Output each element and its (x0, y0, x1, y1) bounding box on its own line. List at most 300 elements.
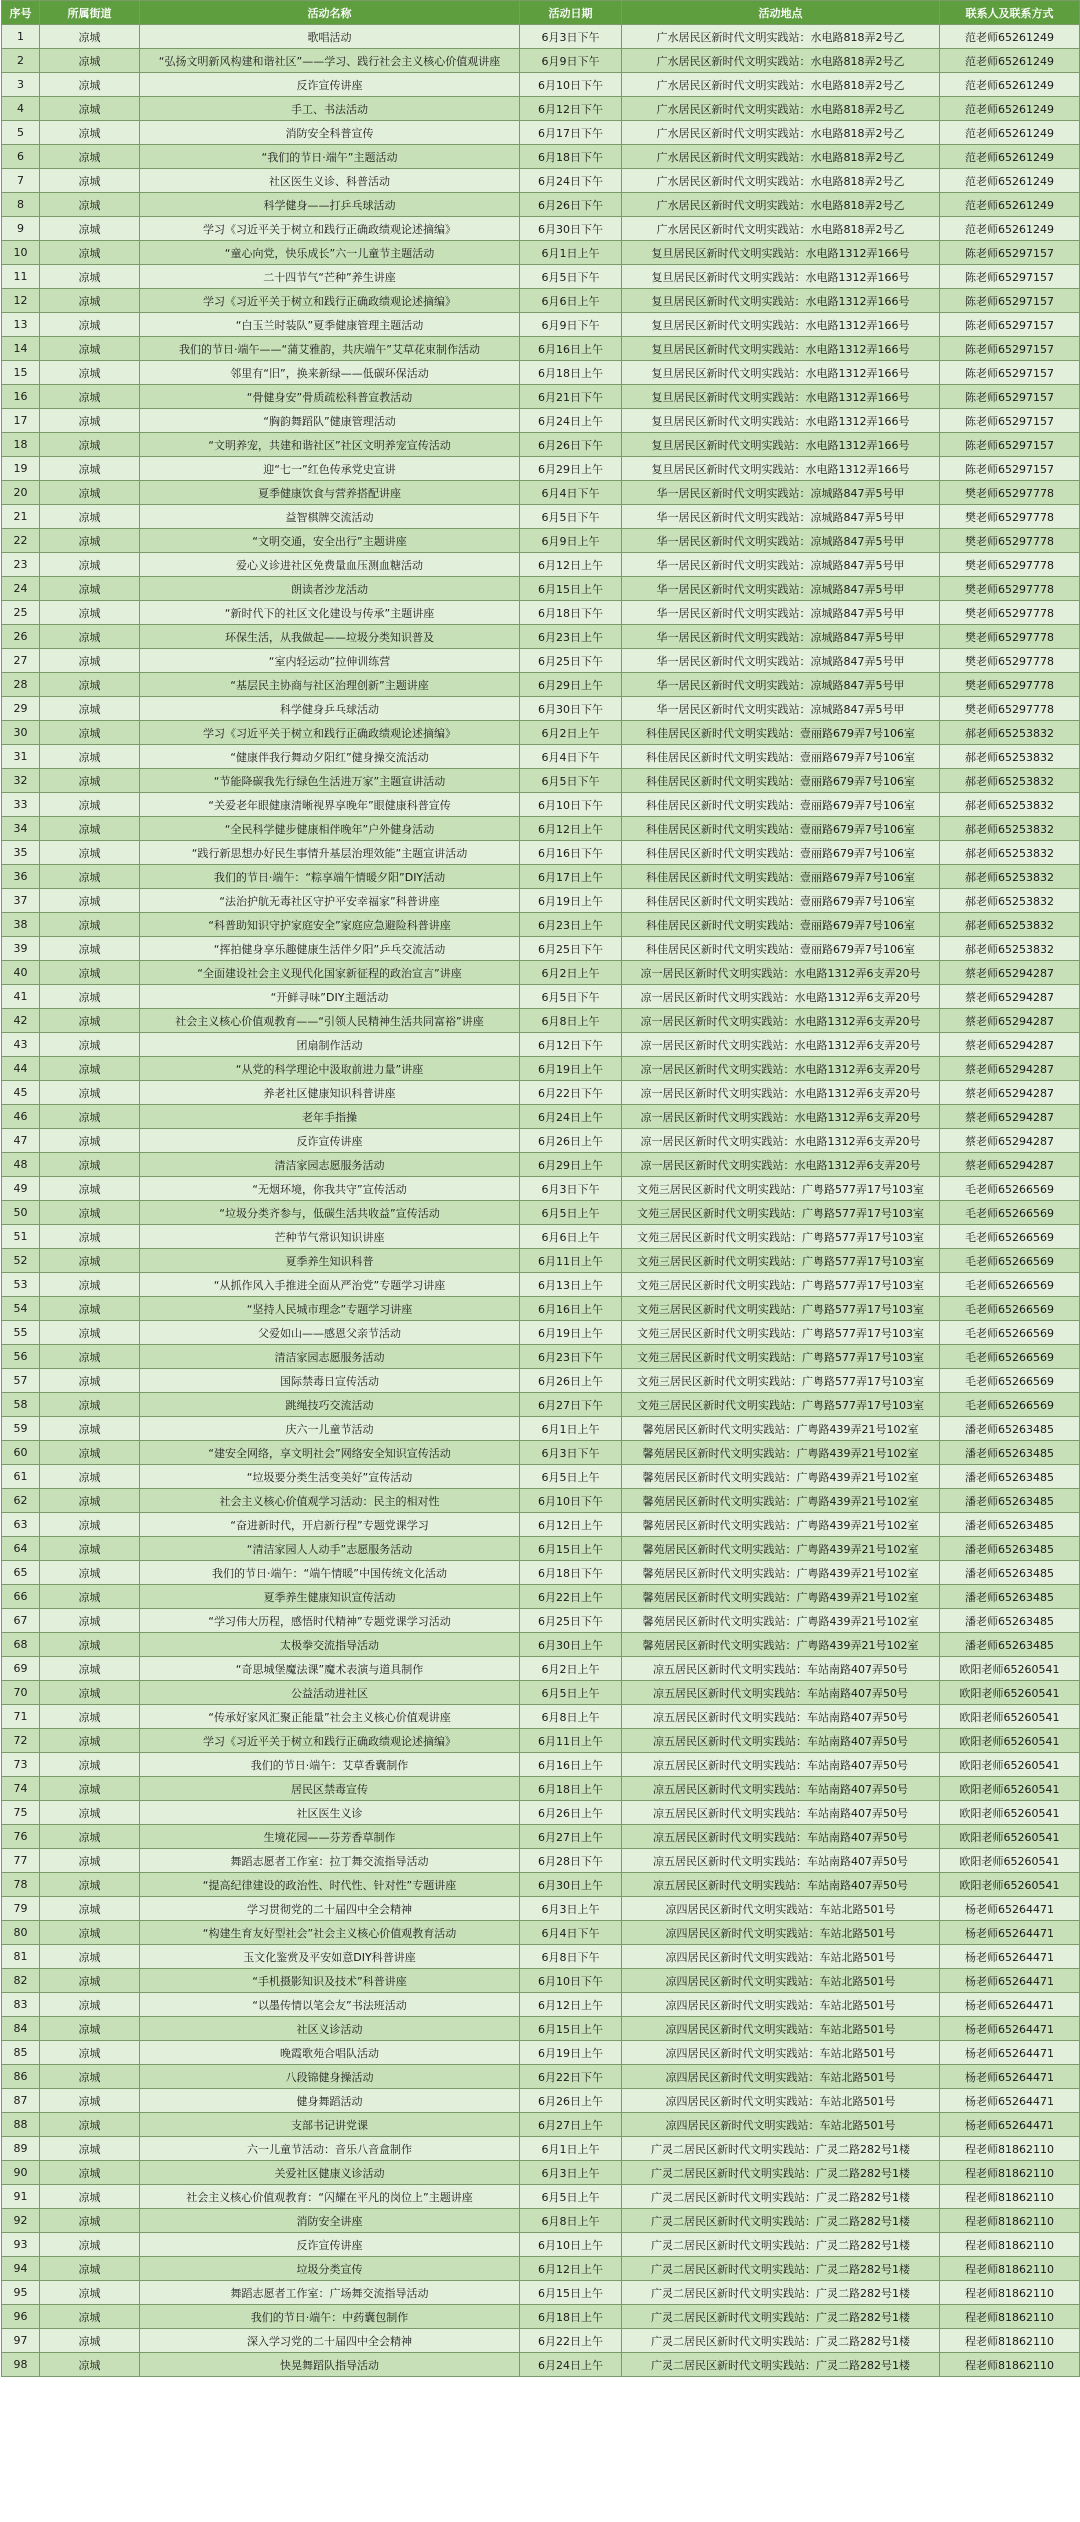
cell-activity-name: 舞蹈志愿者工作室：广场舞交流指导活动 (140, 2281, 520, 2305)
header-row (2, 1, 1080, 25)
cell-street: 凉城 (40, 913, 140, 937)
cell-contact: 郝老师65253832 (940, 793, 1080, 817)
cell-activity-name: 老年手指操 (140, 1105, 520, 1129)
cell-serial: 19 (2, 457, 40, 481)
cell-activity-date: 6月18日上午 (520, 1777, 622, 1801)
cell-activity-name: “胸韵舞蹈队”健康管理活动 (140, 409, 520, 433)
cell-activity-location: 复旦居民区新时代文明实践站：水电路1312弄166号 (622, 265, 940, 289)
cell-serial: 45 (2, 1081, 40, 1105)
cell-contact: 欧阳老师65260541 (940, 1873, 1080, 1897)
cell-serial: 49 (2, 1177, 40, 1201)
cell-activity-name: 舞蹈志愿者工作室：拉丁舞交流指导活动 (140, 1849, 520, 1873)
table-row (2, 1705, 1080, 1729)
cell-activity-location: 凉五居民区新时代文明实践站：车站南路407弄50号 (622, 1873, 940, 1897)
cell-activity-location: 广灵二居民区新时代文明实践站：广灵二路282号1楼 (622, 2353, 940, 2377)
cell-activity-location: 凉五居民区新时代文明实践站：车站南路407弄50号 (622, 1801, 940, 1825)
cell-serial: 18 (2, 433, 40, 457)
cell-activity-location: 科佳居民区新时代文明实践站：壹丽路679弄7号106室 (622, 769, 940, 793)
cell-serial: 68 (2, 1633, 40, 1657)
cell-contact: 陈老师65297157 (940, 361, 1080, 385)
cell-activity-date: 6月1日上午 (520, 1417, 622, 1441)
cell-activity-location: 华一居民区新时代文明实践站：凉城路847弄5号甲 (622, 529, 940, 553)
cell-contact: 蔡老师65294287 (940, 1033, 1080, 1057)
table-row (2, 553, 1080, 577)
cell-contact: 樊老师65297778 (940, 649, 1080, 673)
cell-street: 凉城 (40, 1801, 140, 1825)
cell-street: 凉城 (40, 2161, 140, 2185)
cell-activity-name: “手机摄影知识及技术”科普讲座 (140, 1969, 520, 1993)
cell-activity-date: 6月27日上午 (520, 2113, 622, 2137)
cell-contact: 范老师65261249 (940, 169, 1080, 193)
cell-activity-date: 6月26日上午 (520, 1129, 622, 1153)
cell-activity-location: 广水居民区新时代文明实践站：水电路818弄2号乙 (622, 97, 940, 121)
cell-serial: 5 (2, 121, 40, 145)
cell-activity-location: 凉四居民区新时代文明实践站：车站北路501号 (622, 1897, 940, 1921)
table-row (2, 505, 1080, 529)
table-row (2, 2329, 1080, 2353)
cell-street: 凉城 (40, 409, 140, 433)
cell-serial: 93 (2, 2233, 40, 2257)
cell-street: 凉城 (40, 2329, 140, 2353)
cell-street: 凉城 (40, 2089, 140, 2113)
cell-serial: 35 (2, 841, 40, 865)
cell-activity-date: 6月15日上午 (520, 577, 622, 601)
cell-activity-location: 科佳居民区新时代文明实践站：壹丽路679弄7号106室 (622, 793, 940, 817)
cell-contact: 蔡老师65294287 (940, 1009, 1080, 1033)
cell-activity-location: 广灵二居民区新时代文明实践站：广灵二路282号1楼 (622, 2209, 940, 2233)
table-row (2, 937, 1080, 961)
cell-activity-date: 6月18日上午 (520, 361, 622, 385)
cell-street: 凉城 (40, 1441, 140, 1465)
cell-activity-location: 广灵二居民区新时代文明实践站：广灵二路282号1楼 (622, 2233, 940, 2257)
cell-activity-name: 学习贯彻党的二十届四中全会精神 (140, 1897, 520, 1921)
cell-street: 凉城 (40, 1633, 140, 1657)
cell-serial: 79 (2, 1897, 40, 1921)
cell-activity-date: 6月16日上午 (520, 1753, 622, 1777)
cell-serial: 74 (2, 1777, 40, 1801)
table-row (2, 1825, 1080, 1849)
cell-contact: 欧阳老师65260541 (940, 1777, 1080, 1801)
cell-activity-name: “提高纪律建设的政治性、时代性、针对性”专题讲座 (140, 1873, 520, 1897)
cell-activity-name: “文明交通，安全出行”主题讲座 (140, 529, 520, 553)
cell-street: 凉城 (40, 1705, 140, 1729)
cell-activity-location: 凉四居民区新时代文明实践站：车站北路501号 (622, 1993, 940, 2017)
cell-activity-location: 凉四居民区新时代文明实践站：车站北路501号 (622, 1945, 940, 1969)
cell-activity-date: 6月23日下午 (520, 1345, 622, 1369)
table-row (2, 1201, 1080, 1225)
cell-activity-name: “科普助知识守护家庭安全”家庭应急避险科普讲座 (140, 913, 520, 937)
cell-activity-date: 6月15日上午 (520, 2017, 622, 2041)
cell-serial: 81 (2, 1945, 40, 1969)
cell-activity-location: 文苑三居民区新时代文明实践站：广粤路577弄17号103室 (622, 1393, 940, 1417)
cell-activity-date: 6月22日上午 (520, 1585, 622, 1609)
cell-activity-date: 6月19日上午 (520, 889, 622, 913)
cell-activity-name: 消防安全科普宣传 (140, 121, 520, 145)
cell-activity-date: 6月17日下午 (520, 121, 622, 145)
cell-activity-location: 广水居民区新时代文明实践站：水电路818弄2号乙 (622, 169, 940, 193)
cell-contact: 潘老师65263485 (940, 1513, 1080, 1537)
cell-activity-location: 馨苑居民区新时代文明实践站：广粤路439弄21号102室 (622, 1609, 940, 1633)
cell-activity-name: “室内轻运动”拉伸训练营 (140, 649, 520, 673)
cell-activity-name: 社会主义核心价值观学习活动：民主的相对性 (140, 1489, 520, 1513)
cell-contact: 杨老师65264471 (940, 2017, 1080, 2041)
cell-activity-name: 益智棋牌交流活动 (140, 505, 520, 529)
cell-contact: 樊老师65297778 (940, 697, 1080, 721)
table-row (2, 2113, 1080, 2137)
cell-activity-name: “我们的节日·端午”主题活动 (140, 145, 520, 169)
table-row (2, 481, 1080, 505)
cell-activity-location: 华一居民区新时代文明实践站：凉城路847弄5号甲 (622, 673, 940, 697)
cell-activity-location: 广水居民区新时代文明实践站：水电路818弄2号乙 (622, 25, 940, 49)
table-row (2, 1249, 1080, 1273)
table-row (2, 745, 1080, 769)
cell-contact: 杨老师65264471 (940, 1993, 1080, 2017)
cell-activity-date: 6月4日下午 (520, 481, 622, 505)
cell-activity-name: 迎“七一”红色传承党史宣讲 (140, 457, 520, 481)
cell-serial: 98 (2, 2353, 40, 2377)
cell-activity-date: 6月10日下午 (520, 793, 622, 817)
table-row (2, 2257, 1080, 2281)
cell-contact: 杨老师65264471 (940, 2089, 1080, 2113)
cell-serial: 40 (2, 961, 40, 985)
cell-contact: 陈老师65297157 (940, 457, 1080, 481)
cell-street: 凉城 (40, 1249, 140, 1273)
activity-table (1, 0, 1080, 2377)
cell-street: 凉城 (40, 529, 140, 553)
cell-activity-location: 文苑三居民区新时代文明实践站：广粤路577弄17号103室 (622, 1321, 940, 1345)
cell-street: 凉城 (40, 2281, 140, 2305)
cell-activity-location: 文苑三居民区新时代文明实践站：广粤路577弄17号103室 (622, 1177, 940, 1201)
table-row (2, 1537, 1080, 1561)
cell-contact: 蔡老师65294287 (940, 1105, 1080, 1129)
cell-activity-name: 玉文化鉴赏及平安如意DIY科普讲座 (140, 1945, 520, 1969)
cell-street: 凉城 (40, 1753, 140, 1777)
table-row (2, 313, 1080, 337)
cell-activity-date: 6月25日下午 (520, 937, 622, 961)
cell-activity-location: 文苑三居民区新时代文明实践站：广粤路577弄17号103室 (622, 1369, 940, 1393)
cell-activity-date: 6月12日上午 (520, 1513, 622, 1537)
cell-activity-location: 凉一居民区新时代文明实践站：水电路1312弄6支弄20号 (622, 1033, 940, 1057)
cell-serial: 60 (2, 1441, 40, 1465)
cell-activity-name: 学习《习近平关于树立和践行正确政绩观论述摘编》 (140, 217, 520, 241)
table-row (2, 841, 1080, 865)
cell-contact: 范老师65261249 (940, 97, 1080, 121)
cell-contact: 郝老师65253832 (940, 889, 1080, 913)
cell-activity-location: 复旦居民区新时代文明实践站：水电路1312弄166号 (622, 409, 940, 433)
cell-activity-location: 文苑三居民区新时代文明实践站：广粤路577弄17号103室 (622, 1273, 940, 1297)
cell-activity-name: 夏季健康饮食与营养搭配讲座 (140, 481, 520, 505)
cell-contact: 潘老师65263485 (940, 1417, 1080, 1441)
table-row (2, 385, 1080, 409)
cell-street: 凉城 (40, 1585, 140, 1609)
cell-contact: 欧阳老师65260541 (940, 1657, 1080, 1681)
cell-serial: 9 (2, 217, 40, 241)
cell-serial: 66 (2, 1585, 40, 1609)
cell-contact: 潘老师65263485 (940, 1561, 1080, 1585)
cell-activity-location: 凉五居民区新时代文明实践站：车站南路407弄50号 (622, 1825, 940, 1849)
cell-contact: 范老师65261249 (940, 193, 1080, 217)
table-row (2, 1609, 1080, 1633)
cell-contact: 陈老师65297157 (940, 313, 1080, 337)
cell-activity-name: “建安全网络，享文明社会”网络安全知识宣传活动 (140, 1441, 520, 1465)
cell-activity-location: 凉五居民区新时代文明实践站：车站南路407弄50号 (622, 1849, 940, 1873)
cell-activity-date: 6月2日上午 (520, 721, 622, 745)
cell-activity-date: 6月23日上午 (520, 625, 622, 649)
cell-activity-date: 6月5日上午 (520, 1681, 622, 1705)
cell-street: 凉城 (40, 1993, 140, 2017)
cell-activity-date: 6月18日下午 (520, 1561, 622, 1585)
cell-serial: 84 (2, 2017, 40, 2041)
cell-street: 凉城 (40, 889, 140, 913)
cell-activity-location: 凉五居民区新时代文明实践站：车站南路407弄50号 (622, 1729, 940, 1753)
cell-street: 凉城 (40, 1921, 140, 1945)
cell-serial: 20 (2, 481, 40, 505)
cell-activity-date: 6月12日上午 (520, 1993, 622, 2017)
cell-activity-name: 快晃舞蹈队指导活动 (140, 2353, 520, 2377)
cell-street: 凉城 (40, 49, 140, 73)
cell-activity-location: 凉五居民区新时代文明实践站：车站南路407弄50号 (622, 1657, 940, 1681)
cell-contact: 郝老师65253832 (940, 841, 1080, 865)
cell-serial: 13 (2, 313, 40, 337)
cell-activity-date: 6月26日上午 (520, 1801, 622, 1825)
cell-street: 凉城 (40, 1417, 140, 1441)
cell-street: 凉城 (40, 1513, 140, 1537)
cell-activity-date: 6月22日下午 (520, 1081, 622, 1105)
cell-serial: 73 (2, 1753, 40, 1777)
cell-activity-date: 6月8日上午 (520, 1705, 622, 1729)
cell-activity-date: 6月3日下午 (520, 1177, 622, 1201)
cell-contact: 欧阳老师65260541 (940, 1705, 1080, 1729)
table-row (2, 1177, 1080, 1201)
cell-activity-location: 凉四居民区新时代文明实践站：车站北路501号 (622, 2113, 940, 2137)
cell-activity-location: 凉四居民区新时代文明实践站：车站北路501号 (622, 2041, 940, 2065)
cell-street: 凉城 (40, 1105, 140, 1129)
table-row (2, 121, 1080, 145)
cell-activity-name: 社会主义核心价值观教育：“闪耀在平凡的岗位上”主题讲座 (140, 2185, 520, 2209)
cell-street: 凉城 (40, 841, 140, 865)
table-row (2, 73, 1080, 97)
table-row (2, 1969, 1080, 1993)
table-row (2, 1801, 1080, 1825)
cell-contact: 范老师65261249 (940, 49, 1080, 73)
cell-serial: 88 (2, 2113, 40, 2137)
cell-contact: 陈老师65297157 (940, 337, 1080, 361)
cell-contact: 欧阳老师65260541 (940, 1825, 1080, 1849)
cell-activity-location: 馨苑居民区新时代文明实践站：广粤路439弄21号102室 (622, 1441, 940, 1465)
cell-street: 凉城 (40, 745, 140, 769)
cell-street: 凉城 (40, 1489, 140, 1513)
cell-activity-location: 复旦居民区新时代文明实践站：水电路1312弄166号 (622, 337, 940, 361)
cell-contact: 蔡老师65294287 (940, 985, 1080, 1009)
cell-activity-name: “奋进新时代，开启新行程”专题党课学习 (140, 1513, 520, 1537)
cell-serial: 15 (2, 361, 40, 385)
table-row (2, 49, 1080, 73)
table-row (2, 2089, 1080, 2113)
cell-street: 凉城 (40, 169, 140, 193)
cell-contact: 毛老师65266569 (940, 1225, 1080, 1249)
table-row (2, 1369, 1080, 1393)
cell-activity-name: 我们的节日·端午——“蒲艾雅韵，共庆端午”艾草花束制作活动 (140, 337, 520, 361)
cell-contact: 樊老师65297778 (940, 529, 1080, 553)
cell-serial: 65 (2, 1561, 40, 1585)
cell-street: 凉城 (40, 1849, 140, 1873)
cell-activity-location: 馨苑居民区新时代文明实践站：广粤路439弄21号102室 (622, 1489, 940, 1513)
cell-contact: 樊老师65297778 (940, 625, 1080, 649)
cell-activity-name: 健身舞蹈活动 (140, 2089, 520, 2113)
cell-activity-name: “践行新思想办好民生事情升基层治理效能”主题宣讲活动 (140, 841, 520, 865)
cell-street: 凉城 (40, 2017, 140, 2041)
cell-activity-date: 6月24日上午 (520, 2353, 622, 2377)
cell-contact: 欧阳老师65260541 (940, 1849, 1080, 1873)
cell-activity-location: 凉一居民区新时代文明实践站：水电路1312弄6支弄20号 (622, 1057, 940, 1081)
cell-street: 凉城 (40, 1081, 140, 1105)
cell-street: 凉城 (40, 97, 140, 121)
cell-street: 凉城 (40, 1297, 140, 1321)
cell-activity-date: 6月11日上午 (520, 1249, 622, 1273)
cell-serial: 87 (2, 2089, 40, 2113)
cell-street: 凉城 (40, 601, 140, 625)
cell-activity-location: 广灵二居民区新时代文明实践站：广灵二路282号1楼 (622, 2257, 940, 2281)
header-street: 所属街道 (40, 1, 140, 25)
cell-street: 凉城 (40, 1369, 140, 1393)
cell-serial: 32 (2, 769, 40, 793)
table-row (2, 2305, 1080, 2329)
table-header (2, 1, 1080, 25)
cell-contact: 杨老师65264471 (940, 1945, 1080, 1969)
cell-street: 凉城 (40, 1009, 140, 1033)
table-row (2, 913, 1080, 937)
cell-contact: 范老师65261249 (940, 73, 1080, 97)
cell-street: 凉城 (40, 1897, 140, 1921)
cell-street: 凉城 (40, 505, 140, 529)
cell-serial: 75 (2, 1801, 40, 1825)
cell-serial: 69 (2, 1657, 40, 1681)
cell-serial: 25 (2, 601, 40, 625)
cell-activity-date: 6月1日上午 (520, 241, 622, 265)
cell-street: 凉城 (40, 1657, 140, 1681)
cell-activity-location: 华一居民区新时代文明实践站：凉城路847弄5号甲 (622, 577, 940, 601)
cell-contact: 毛老师65266569 (940, 1393, 1080, 1417)
cell-serial: 38 (2, 913, 40, 937)
cell-activity-location: 广灵二居民区新时代文明实践站：广灵二路282号1楼 (622, 2281, 940, 2305)
cell-contact: 潘老师65263485 (940, 1609, 1080, 1633)
cell-activity-name: “垃圾分类齐参与，低碳生活共收益”宣传活动 (140, 1201, 520, 1225)
table-row (2, 961, 1080, 985)
cell-contact: 范老师65261249 (940, 121, 1080, 145)
cell-serial: 70 (2, 1681, 40, 1705)
cell-serial: 86 (2, 2065, 40, 2089)
cell-activity-date: 6月18日下午 (520, 601, 622, 625)
cell-activity-name: “传承好家风汇聚正能量”社会主义核心价值观讲座 (140, 1705, 520, 1729)
cell-activity-location: 凉五居民区新时代文明实践站：车站南路407弄50号 (622, 1681, 940, 1705)
cell-contact: 蔡老师65294287 (940, 1081, 1080, 1105)
cell-street: 凉城 (40, 1561, 140, 1585)
cell-activity-date: 6月4日下午 (520, 1921, 622, 1945)
cell-activity-date: 6月1日上午 (520, 2137, 622, 2161)
cell-activity-name: 反诈宣传讲座 (140, 73, 520, 97)
cell-activity-location: 凉四居民区新时代文明实践站：车站北路501号 (622, 1921, 940, 1945)
cell-contact: 陈老师65297157 (940, 385, 1080, 409)
header-activity-location: 活动地点 (622, 1, 940, 25)
cell-contact: 程老师81862110 (940, 2233, 1080, 2257)
table-row (2, 1633, 1080, 1657)
table-row (2, 1153, 1080, 1177)
cell-serial: 78 (2, 1873, 40, 1897)
cell-serial: 16 (2, 385, 40, 409)
cell-activity-date: 6月10日上午 (520, 2233, 622, 2257)
cell-activity-name: 八段锦健身操活动 (140, 2065, 520, 2089)
cell-activity-name: 我们的节日·端午：“端午情暖”中国传统文化活动 (140, 1561, 520, 1585)
cell-activity-date: 6月17日上午 (520, 865, 622, 889)
cell-street: 凉城 (40, 1057, 140, 1081)
cell-serial: 54 (2, 1297, 40, 1321)
cell-activity-name: 生境花园——芬芳香草制作 (140, 1825, 520, 1849)
cell-contact: 潘老师65263485 (940, 1465, 1080, 1489)
cell-activity-date: 6月30日下午 (520, 697, 622, 721)
cell-contact: 郝老师65253832 (940, 913, 1080, 937)
table-row (2, 2185, 1080, 2209)
cell-contact: 欧阳老师65260541 (940, 1729, 1080, 1753)
cell-activity-name: “文明养宠，共建和谐社区”社区文明养宠宣传活动 (140, 433, 520, 457)
cell-street: 凉城 (40, 2353, 140, 2377)
cell-street: 凉城 (40, 481, 140, 505)
table-row (2, 2161, 1080, 2185)
cell-activity-date: 6月25日下午 (520, 1609, 622, 1633)
cell-activity-name: “从抓作风入手推进全面从严治党”专题学习讲座 (140, 1273, 520, 1297)
cell-street: 凉城 (40, 385, 140, 409)
cell-activity-date: 6月16日下午 (520, 841, 622, 865)
cell-serial: 50 (2, 1201, 40, 1225)
cell-street: 凉城 (40, 2305, 140, 2329)
table-row (2, 1945, 1080, 1969)
cell-activity-location: 复旦居民区新时代文明实践站：水电路1312弄166号 (622, 361, 940, 385)
cell-contact: 程老师81862110 (940, 2209, 1080, 2233)
cell-activity-location: 科佳居民区新时代文明实践站：壹丽路679弄7号106室 (622, 913, 940, 937)
table-row (2, 1417, 1080, 1441)
cell-activity-date: 6月30日上午 (520, 1873, 622, 1897)
table-row (2, 889, 1080, 913)
cell-contact: 樊老师65297778 (940, 481, 1080, 505)
cell-serial: 64 (2, 1537, 40, 1561)
cell-activity-name: “全民科学健步健康相伴晚年”户外健身活动 (140, 817, 520, 841)
cell-contact: 毛老师65266569 (940, 1369, 1080, 1393)
cell-activity-location: 复旦居民区新时代文明实践站：水电路1312弄166号 (622, 385, 940, 409)
table-row (2, 1345, 1080, 1369)
cell-serial: 10 (2, 241, 40, 265)
cell-activity-name: 跳绳技巧交流活动 (140, 1393, 520, 1417)
cell-activity-date: 6月9日下午 (520, 49, 622, 73)
cell-street: 凉城 (40, 673, 140, 697)
table-row (2, 1993, 1080, 2017)
cell-street: 凉城 (40, 985, 140, 1009)
cell-activity-date: 6月5日上午 (520, 1465, 622, 1489)
cell-street: 凉城 (40, 2185, 140, 2209)
cell-activity-location: 科佳居民区新时代文明实践站：壹丽路679弄7号106室 (622, 889, 940, 913)
cell-serial: 96 (2, 2305, 40, 2329)
cell-serial: 27 (2, 649, 40, 673)
cell-activity-location: 馨苑居民区新时代文明实践站：广粤路439弄21号102室 (622, 1561, 940, 1585)
cell-street: 凉城 (40, 1153, 140, 1177)
table-row (2, 2233, 1080, 2257)
cell-activity-location: 广水居民区新时代文明实践站：水电路818弄2号乙 (622, 145, 940, 169)
cell-activity-date: 6月5日下午 (520, 505, 622, 529)
table-row (2, 217, 1080, 241)
cell-contact: 蔡老师65294287 (940, 961, 1080, 985)
cell-street: 凉城 (40, 721, 140, 745)
table-row (2, 1129, 1080, 1153)
table-row (2, 1033, 1080, 1057)
cell-serial: 94 (2, 2257, 40, 2281)
